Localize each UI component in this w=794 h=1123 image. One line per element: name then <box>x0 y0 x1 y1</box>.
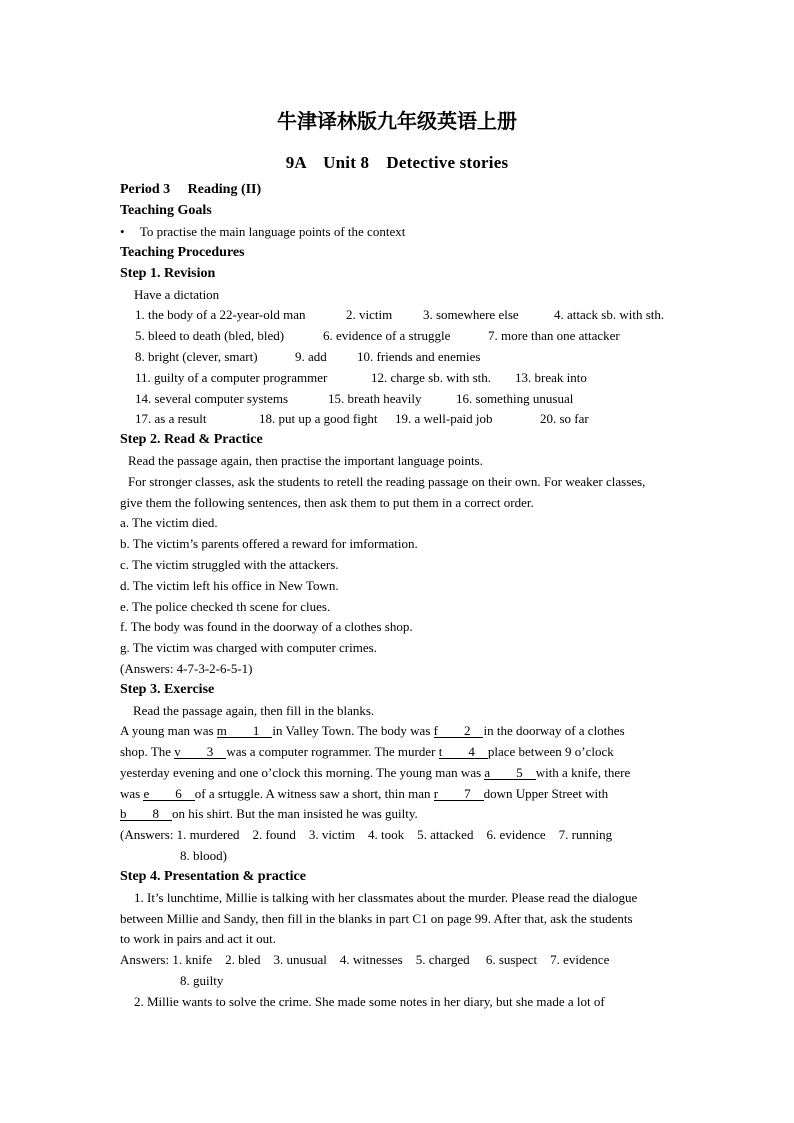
vocab-item: 12. charge sb. with sth. <box>371 370 491 385</box>
order-item: b. The victim’s parents offered a reward for imformation. <box>120 536 418 551</box>
vocab-item: 4. attack sb. with sth. <box>554 307 665 322</box>
blank-6: e 6 <box>143 786 195 801</box>
vocab-item: 18. put up a good fight <box>259 411 378 426</box>
order-item: f. The body was found in the doorway of a clothes shop. <box>120 619 413 634</box>
procedures-heading: Teaching Procedures <box>120 245 245 260</box>
vocab-item: 1. the body of a 22-year-old man <box>135 307 306 322</box>
vocab-item: 7. more than one attacker <box>488 328 620 343</box>
blank-5: a 5 <box>484 765 536 780</box>
cloze-text: with a knife, there <box>535 765 631 780</box>
vocab-item: 20. so far <box>540 411 589 426</box>
vocab-row-5 <box>135 391 695 407</box>
document-title-cn: 牛津译林版九年级英语上册 <box>277 109 517 133</box>
goal-text: To practise the main language points of the context <box>139 224 406 239</box>
step2-paragraph: For stronger classes, ask the students to retell the reading passage on their own. For weaker classes, <box>128 474 646 489</box>
step1-heading: Step 1. Revision <box>120 266 216 281</box>
step3-intro: Read the passage again, then fill in the blanks. <box>133 703 375 718</box>
vocab-item: 15. breath heavily <box>328 391 422 406</box>
step4-answers-cont: 8. guilty <box>180 973 224 988</box>
vocab-item: 3. somewhere else <box>423 307 519 322</box>
vocab-item: 10. friends and enemies <box>357 349 481 364</box>
period-heading: Period 3 Reading (II) <box>120 182 262 197</box>
cloze-line <box>120 765 680 781</box>
step2-paragraph: give them the following sentences, then ask them to put them in a correct order. <box>120 495 534 510</box>
step4-paragraph: between Millie and Sandy, then fill in the blanks in part C1 on page 99. After that, ask the students <box>120 911 633 926</box>
vocab-item: 16. something unusual <box>456 391 574 406</box>
step4-heading: Step 4. Presentation & practice <box>120 869 306 884</box>
blank-7: r 7 <box>433 786 484 801</box>
goal-item <box>120 224 680 240</box>
cloze-text: was a computer rogrammer. The murder <box>226 744 439 759</box>
cloze-text: A young man was <box>120 723 217 738</box>
vocab-item: 17. as a result <box>135 411 207 426</box>
vocab-item: 6. evidence of a struggle <box>323 328 451 343</box>
cloze-line <box>120 744 680 760</box>
blank-2: f 2 <box>433 723 484 738</box>
vocab-row-3 <box>135 349 695 365</box>
vocab-row-1 <box>135 307 695 323</box>
blank-8: b 8 <box>120 806 173 821</box>
cloze-text: in Valley Town. The body was <box>272 723 434 738</box>
step4-paragraph: 2. Millie wants to solve the crime. She made some notes in her diary, but she made a lot of <box>134 994 605 1009</box>
cloze-text: was <box>120 786 144 801</box>
cloze-line <box>120 806 680 822</box>
step2-heading: Step 2. Read & Practice <box>120 432 263 447</box>
step4-paragraph: 1. It’s lunchtime, Millie is talking with her classmates about the murder. Please read the dialogue <box>134 890 638 905</box>
vocab-item: 8. bright (clever, smart) <box>135 349 258 364</box>
cloze-text: on his shirt. But the man insisted he was guilty. <box>172 806 418 821</box>
step3-answers-cont: 8. blood) <box>180 848 227 863</box>
blank-4: t 4 <box>438 744 488 759</box>
step2-answers: (Answers: 4-7-3-2-6-5-1) <box>120 661 253 676</box>
goals-heading: Teaching Goals <box>120 203 212 218</box>
cloze-text: down Upper Street with <box>483 786 609 801</box>
cloze-text: place between 9 o’clock <box>487 744 614 759</box>
cloze-text: shop. The <box>120 744 175 759</box>
order-item: e. The police checked th scene for clues. <box>120 599 331 614</box>
cloze-text: yesterday evening and one o’clock this morning. The young man was <box>120 765 485 780</box>
vocab-item: 2. victim <box>346 307 393 322</box>
blank-3: v 3 <box>174 744 227 759</box>
vocab-item: 19. a well-paid job <box>395 411 493 426</box>
cloze-text: in the doorway of a clothes <box>483 723 625 738</box>
step2-paragraph: Read the passage again, then practise the important language points. <box>128 453 483 468</box>
bullet: • <box>120 224 125 239</box>
vocab-item: 13. break into <box>515 370 587 385</box>
cloze-line <box>120 723 680 739</box>
step4-paragraph: to work in pairs and act it out. <box>120 931 276 946</box>
cloze-line <box>120 786 680 802</box>
vocab-row-2 <box>135 328 695 344</box>
document-title-en: 9A Unit 8 Detective stories <box>285 153 509 172</box>
vocab-item: 11. guilty of a computer programmer <box>135 370 328 385</box>
order-item: c. The victim struggled with the attackers. <box>120 557 339 572</box>
vocab-item: 9. add <box>295 349 327 364</box>
cloze-text: of a srtuggle. A witness saw a short, thin man <box>194 786 434 801</box>
step4-answers: Answers: 1. knife 2. bled 3. unusual 4. witnesses 5. charged 6. suspect 7. evidence <box>120 952 610 967</box>
vocab-row-4 <box>135 370 695 386</box>
step1-intro: Have a dictation <box>134 287 220 302</box>
order-item: d. The victim left his office in New Town. <box>120 578 339 593</box>
blank-1: m 1 <box>216 723 273 738</box>
vocab-item: 5. bleed to death (bled, bled) <box>135 328 285 343</box>
step3-answers: (Answers: 1. murdered 2. found 3. victim 4. took 5. attacked 6. evidence 7. running <box>120 827 613 842</box>
order-item: a. The victim died. <box>120 515 218 530</box>
vocab-row-6 <box>135 411 695 427</box>
step3-heading: Step 3. Exercise <box>120 682 215 697</box>
order-item: g. The victim was charged with computer crimes. <box>120 640 377 655</box>
vocab-item: 14. several computer systems <box>135 391 289 406</box>
